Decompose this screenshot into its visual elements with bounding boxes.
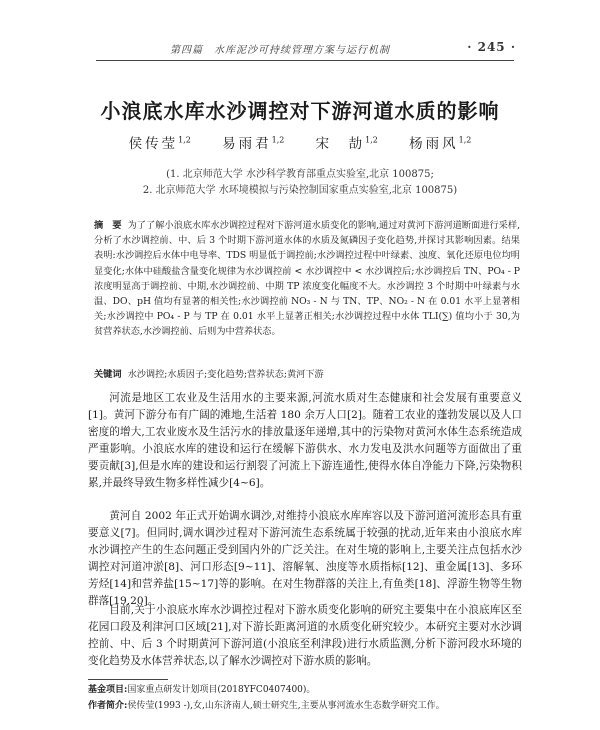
footnote-funding bbox=[88, 684, 528, 697]
author bbox=[129, 136, 191, 152]
abstract bbox=[94, 218, 520, 340]
footnote-label: 基金项目: bbox=[88, 685, 128, 695]
author-name: 侯传莹 bbox=[128, 136, 179, 152]
abstract-text: 为了了解小浪底水库水沙调控过程对下游河道水质变化的影响,通过对黄河下游河道断面进行采样,分析了水沙调控前、中、后 3 个时期下游河道水体的水质及氮磷因子变化趋势,并探讨其影响因素。结果表明:水沙调控后水体中电导率、TDS 明显低于调控前;水沙调控过程中叶绿素、浊度、氧化还原电位均明显变化;水体中硅酸盐含量变化规律为水沙调控前 < 水沙调控中 < 水沙调控后;水沙调控后 TN、PO₄ - P 浓度明显高于调控前、中期,水沙调控前、中期 TP 浓度变化幅度不大。水沙调控 3 个时期中叶绿素与水温、DO、pH 值均有显著的相关性;水沙调控前 NO₃ - N 与 TN、TP、NO₂ - N 在 0.01 水平上显著相关;水沙调控中 PO₄ - P 与 TP 在 0.01 水平上显著正相关;水沙调控过程中水体 TLI(∑) 值均小于 30,为贫营养状态,水沙调控前、后则为中营养状态。 bbox=[94, 220, 520, 338]
author-affil-mark: 1,2 bbox=[271, 135, 285, 145]
author-affil-mark: 1,2 bbox=[365, 135, 378, 145]
body-paragraph-1: 河流是地区工农业及生活用水的主要来源,河流水质对生态健康和社会发展有重要意义[1]。黄河下游分布有广阔的滩地,生活着 180 余万人口[2]。随着工农业的蓬勃发展以及人口密度的增大,工农业废水及生活污水的排放量逐年递增,其中的污染物对黄河水体生态系统造成严重影响。小浪底水库的建设和运行在缓解下游供水、水力发电及洪水问题等方面做出了重要贡献[3],但是水库的建设和运行割裂了河流上下游连通性,使得水体自净能力下降,污染物积累,并最终导致生物多样性减少[4~6]。 bbox=[88, 392, 522, 489]
body-paragraph-2: 黄河自 2002 年正式开始调水调沙,对维持小浪底水库库容以及下游河道河流形态具有重要意义[7]。但同时,调水调沙过程对下游河流生态系统属于较强的扰动,近年来由小浪底水库水沙调控产生的生态问题正受到国内外的广泛关注。在对生境的影响上,主要关注点包括水沙调控对河道冲淤[8]、河口形态[9~11]、溶解氧、浊度等水质指标[12]、重金属[13]、多环芳烃[14]和营养盐[15~17]等的影响。在对生物群落的关注上,有鱼类[18]、浮游生物等生物群落[19,20]。 bbox=[88, 510, 522, 607]
affiliation-1: (1. 北京师范大学 水沙科学教育部重点实验室,北京 100875; bbox=[166, 169, 434, 180]
author-list bbox=[0, 132, 600, 152]
author-affil-mark: 1,2 bbox=[178, 135, 191, 145]
body-paragraph-3: 目前,关于小浪底水库水沙调控过程对下游水质变化影响的研究主要集中在小浪底库区至花园口段及利津河口区域[21],对下游长距离河道的水质变化研究较少。本研究主要对水沙调控前、中、后 3 个时期黄河下游河道(小浪底至利津段)进行水质监测,分析下游河段水环境的变化趋势及水体营养状态,以了解水沙调控对下游水质的影响。 bbox=[88, 604, 522, 667]
author bbox=[316, 136, 378, 152]
author-name: 宋 劼 bbox=[315, 136, 366, 152]
keywords-text: 水沙调控;水质因子;变化趋势;营养状态;黄河下游 bbox=[127, 369, 324, 380]
paper-title: 小浪底水库水沙调控对下游河道水质的影响 bbox=[100, 99, 500, 123]
header-rule bbox=[96, 60, 514, 61]
author-name: 易雨君 bbox=[222, 136, 272, 152]
author-name: 杨雨风 bbox=[409, 136, 459, 152]
keywords-label: 关键词 bbox=[94, 369, 122, 380]
abstract-label: 摘 要 bbox=[94, 220, 122, 231]
running-header-section: 第四篇 水库泥沙可持续管理方案与运行机制 bbox=[170, 45, 390, 56]
author-affil-mark: 1,2 bbox=[458, 135, 472, 145]
footnote-text: 国家重点研发计划项目(2018YFC0407400)。 bbox=[127, 685, 316, 695]
author bbox=[409, 136, 471, 152]
keywords bbox=[94, 366, 520, 380]
footnote-label: 作者简介: bbox=[88, 701, 128, 711]
running-header bbox=[96, 40, 516, 56]
page-number: · 245 · bbox=[467, 40, 516, 54]
footnote-author-bio bbox=[88, 700, 528, 713]
affiliation-2: 2. 北京师范大学 水环境模拟与污染控制国家重点实验室,北京 100875) bbox=[142, 185, 458, 196]
author bbox=[222, 136, 284, 152]
footnote-text: 侯传莹(1993 -),女,山东济南人,硕士研究生,主要从事河流水生态数学研究工作。 bbox=[127, 701, 445, 711]
footnote-rule bbox=[88, 679, 168, 680]
